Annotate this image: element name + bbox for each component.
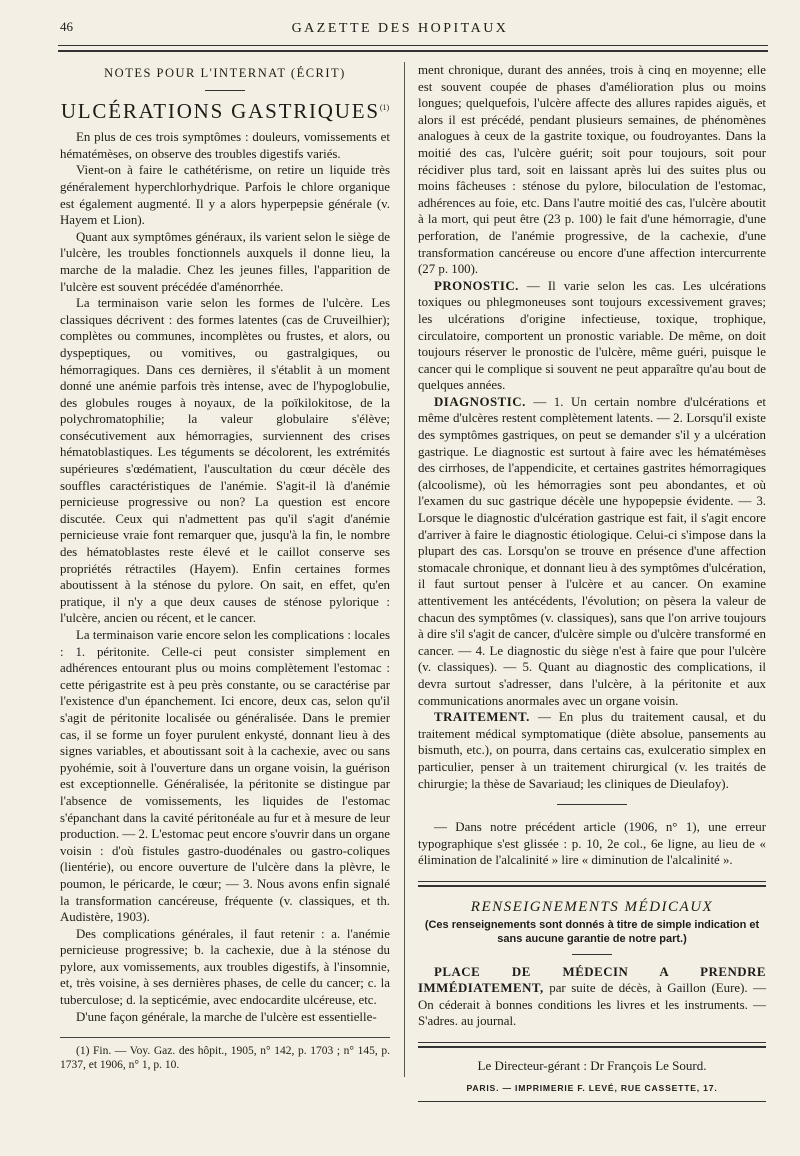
paragraph: Des complications générales, il faut retenir : a. l'anémie pernicieuse progressive; b. la cachexie, due à la sténose du pylore, aux vomissements, aux troubles digestifs, à l'insomnie, et, très voisine, à ses dernières phases, de celle du cancer; c. la tuberculose; d. la septicémie, avec endocardite ulcéreuse, etc. <box>60 926 390 1008</box>
column-divider <box>404 62 405 1077</box>
printer-line: PARIS. — IMPRIMERIE F. LEVÉ, RUE CASSETTE, 17. <box>466 1083 718 1094</box>
section-heading: NOTES POUR L'INTERNAT (ÉCRIT) <box>104 66 346 80</box>
title-note-ref: (1) <box>379 102 390 112</box>
paragraph: Vient-on à faire le cathétérisme, on retire un liquide très généralement hyperchlorhydrique. Parfois le chlore organique est également augmenté. Il y a alors hyperpepsie générale (v. Hayem et Lion). <box>60 163 390 228</box>
paragraph: D'une façon générale, la marche de l'ulcère est essentielle- <box>76 1009 377 1024</box>
footer-rule <box>418 1042 766 1043</box>
pronostic-label: PRONOSTIC. <box>434 278 519 293</box>
diagnostic-label: DIAGNOSTIC. <box>434 394 526 409</box>
paragraph: ment chronique, durant des années, trois à cinq en moyenne; elle est souvent coupée de phases d'amélioration plus ou moins longues; quelquefois, l'ulcère affecte des allures rapides aiguës, et alors il est précédé, pendant plusieurs semaines, de phénomènes analogues à ceux de la gastrite toxique, ou foudroyantes. Dans la moitié des cas, l'ulcère guérit; soit pour toujours, soit pour récidiver plus tard, soit en laissant après lui des suites plus ou moins fâcheuses : sténose du pylore, biloculation de l'estomac, adhérences au foie, etc. Dans l'autre moitié des cas, l'ulcère aboutit à la mort, qui peut être (23 p. 100) le fait d'une hémorragie, d'une perforation, de l'anémie progressive, de la cachexie, d'une transformation cancéreuse ou encore d'une affection intercurrente (27 p. 100). <box>418 63 766 277</box>
heading-rule <box>205 90 245 91</box>
renseignements-rule <box>572 954 612 955</box>
header-rule <box>58 45 768 46</box>
footnote: (1) Fin. — Voy. Gaz. des hôpit., 1905, n° 142, p. 1703 ; n° 145, p. 1737, et 1906, n° 1, p. 10. <box>60 1045 390 1072</box>
journal-title: GAZETTE DES HOPITAUX <box>291 21 509 36</box>
separator-rule <box>557 804 627 805</box>
header-rule-thick <box>58 50 768 52</box>
pronostic-text: — Il varie selon les cas. Les ulcérations toxiques ou phlegmoneuses sont toujours excessivement graves; les ulcérations d'origine infectieuse, toxique, trophique, circulatoire, comportent un pronostic variable. De même, on doit toujours réserver le pronostic de l'ulcère, même guéri, puisque le cancer qui le complique si souvent ne peut apparaître qu'au bout de quelques années. <box>418 278 766 393</box>
renseignements-title: RENSEIGNEMENTS MÉDICAUX <box>470 898 714 915</box>
paragraph: La terminaison varie selon les formes de l'ulcère. Les classiques décrivent : des formes latentes (cas de Cruveilhier); complètes ou communes, incomplètes ou frustes, et alors, ou dyspeptiques, ou vomitives, ou gastralgiques, ou hémorragiques. Dans ces dernières, il s'établit à un moment donné une anémie parfois très intense, avec de l'hypoglobulie, des globules rouges à noyaux, de la poïkilokitose, de la polychromatophilie; la valeur globulaire s'élève; consécutivement aux hémorragies, surviennent des crises hématoblastiques. Les téguments se décolorent, les extrémités supérieures s'œdématient, l'auscultation du cœur décèle des souffles caractéristiques de l'anémie. S'agit-il là d'anémie pernicieuse progressive ou non? La question est encore discutée. Ceux qui n'admettent pas qu'il s'agit d'anémie pernicieuse vraie font remarquer que, jusqu'à la fin, le nombre des hématoblastes reste élevé et le caillot conserve ses propriétés rétractiles (Hayem). Enfin certaines formes aboutissent à la sténose du pylore. On sait, en effet, qu'en pratique, il n'y a que deux causes de sténose pylorique : l'ulcère, ancien ou récent, et le cancer. <box>60 296 390 626</box>
director-line: Le Directeur-gérant : Dr François Le Sourd. <box>477 1057 707 1073</box>
ad-text: par suite de décès, à Gaillon (Eure). — On céderait à bonnes conditions les livres et les instruments. — S'adres. au journal. <box>418 981 766 1029</box>
classified-ad <box>418 964 766 1030</box>
article-title <box>60 98 390 123</box>
page-number: 46 <box>60 19 73 34</box>
traitement-paragraph <box>418 709 766 792</box>
footer-rule-thick <box>418 1046 766 1048</box>
section-rule <box>418 881 766 882</box>
renseignements-subtitle: (Ces renseignements sont donnés à titre de simple indication et sans aucune garantie de notre part.) <box>424 918 760 945</box>
traitement-text: — En plus du traitement causal, et du traitement médical symptomatique (diète absolue, pansements au bismuth, etc.), on pourra, dans certains cas, exulceratio simplex en particulier, penser à un traitement chirurgical (v. les traités de chirurgie; la thèse de Savariaud; les cliniques de Dieulafoy). <box>418 710 766 791</box>
left-column <box>60 62 390 1072</box>
bottom-rule <box>418 1101 766 1102</box>
paragraph: La terminaison varie encore selon les complications : locales : 1. péritonite. Celle-ci peut consister simplement en adhérences entourant plus ou moins complètement l'estomac : cette périgastrite est à peu près constante, ou se caractérise par l'existence d'un épanchement. Ici encore, deux cas, selon qu'il s'agit de péritonite localisée ou généralisée. Dans le premier cas, il se forme un foyer purulent enkysté, donnant lieu à des signes variables, et aboutissant soit à la cachexie, avec ou sans pyohémie, soit à l'ouverture dans un organe voisin, la guérison est exceptionnelle. Généralisée, la péritonite se distingue par l'absence de vomissements, les liquides de l'estomac s'épanchant dans la cavité péritonéale au fur et à mesure de leur production. — 2. L'estomac peut encore s'ouvrir dans un organe voisin : d'où fistules gastro-duodénales ou gastro-coliques (lientérie), ou encore ouverture de l'ulcère dans la plèvre, le poumon, le péricarde, le cœur; — 3. Nous avons enfin signalé la transformation cancéreuse, fréquente (v. classiques, et th. Audistère, 1903). <box>60 628 390 925</box>
ad-label: PLACE DE MÉDECIN A PRENDRE IMMÉDIATEMENT, <box>418 964 766 996</box>
right-column <box>418 62 766 1102</box>
article-title-text: ULCÉRATIONS GASTRIQUES <box>60 98 380 123</box>
paragraph: Quant aux symptômes généraux, ils varient selon le siège de l'ulcère, les troubles fonctionnels auxquels il donne lieu, la marche de la maladie. Chez les jeunes filles, l'apparition de l'ulcère est souvent précédée d'aménorrhée. <box>60 229 390 294</box>
traitement-label: TRAITEMENT. <box>434 710 530 725</box>
footnote-rule <box>60 1037 390 1038</box>
pronostic-paragraph <box>418 278 766 394</box>
paragraph: En plus de ces trois symptômes : douleurs, vomissements et hématémèses, on observe des troubles digestifs variés. <box>60 130 390 161</box>
erratum-paragraph: — Dans notre précédent article (1906, n° 1), une erreur typographique s'est glissée : p. 10, 2e col., 6e ligne, au lieu de « élimination de l'alcalinité » lire « diminution de l'alcalinité ». <box>418 820 766 868</box>
diagnostic-text: — 1. Un certain nombre d'ulcérations et même d'ulcères restent complètement latents. — 2. Lorsqu'il existe des symptômes gastriques, on peut se demander s'il y a ulcération gastrique. Le diagnostic est surtout à faire avec les hématémèses des cirrhoses, de l'appendicite, et certaines gastrites hémorragiques (alcoolisme), où les hémorragies sont peu abondantes, et où l'examen du suc gastrique décèle une hypopepsie évidente. — 3. Lorsque le diagnostic d'ulcération gastrique est fait, il s'agit encore d'arriver à faire le diagnostic étiologique. Celui-ci s'impose dans la plupart des cas. Lorsqu'on se trouve en présence d'une affection stomacale chronique, et donnant lieu à des symptômes d'ulcération, il faut surtout penser à l'ulcère et au cancer. On examine attentivement les antécédents, l'évolution; on pèsera la valeur de chacun des symptômes (v. classiques), sans que l'on arrive toujours à dire s'il s'agit de cancer, d'ulcère simple ou d'ulcère transformé en cancer. — 4. Le diagnostic du siège n'est à faire que pour l'ulcère (v. classiques). — 5. Quant au diagnostic des complications, il devra surtout s'adresser, dans l'ulcère, à la péritonite et aux communications anormales avec un organe voisin. <box>418 394 766 708</box>
diagnostic-paragraph <box>418 394 766 709</box>
section-rule-thick <box>418 885 766 887</box>
